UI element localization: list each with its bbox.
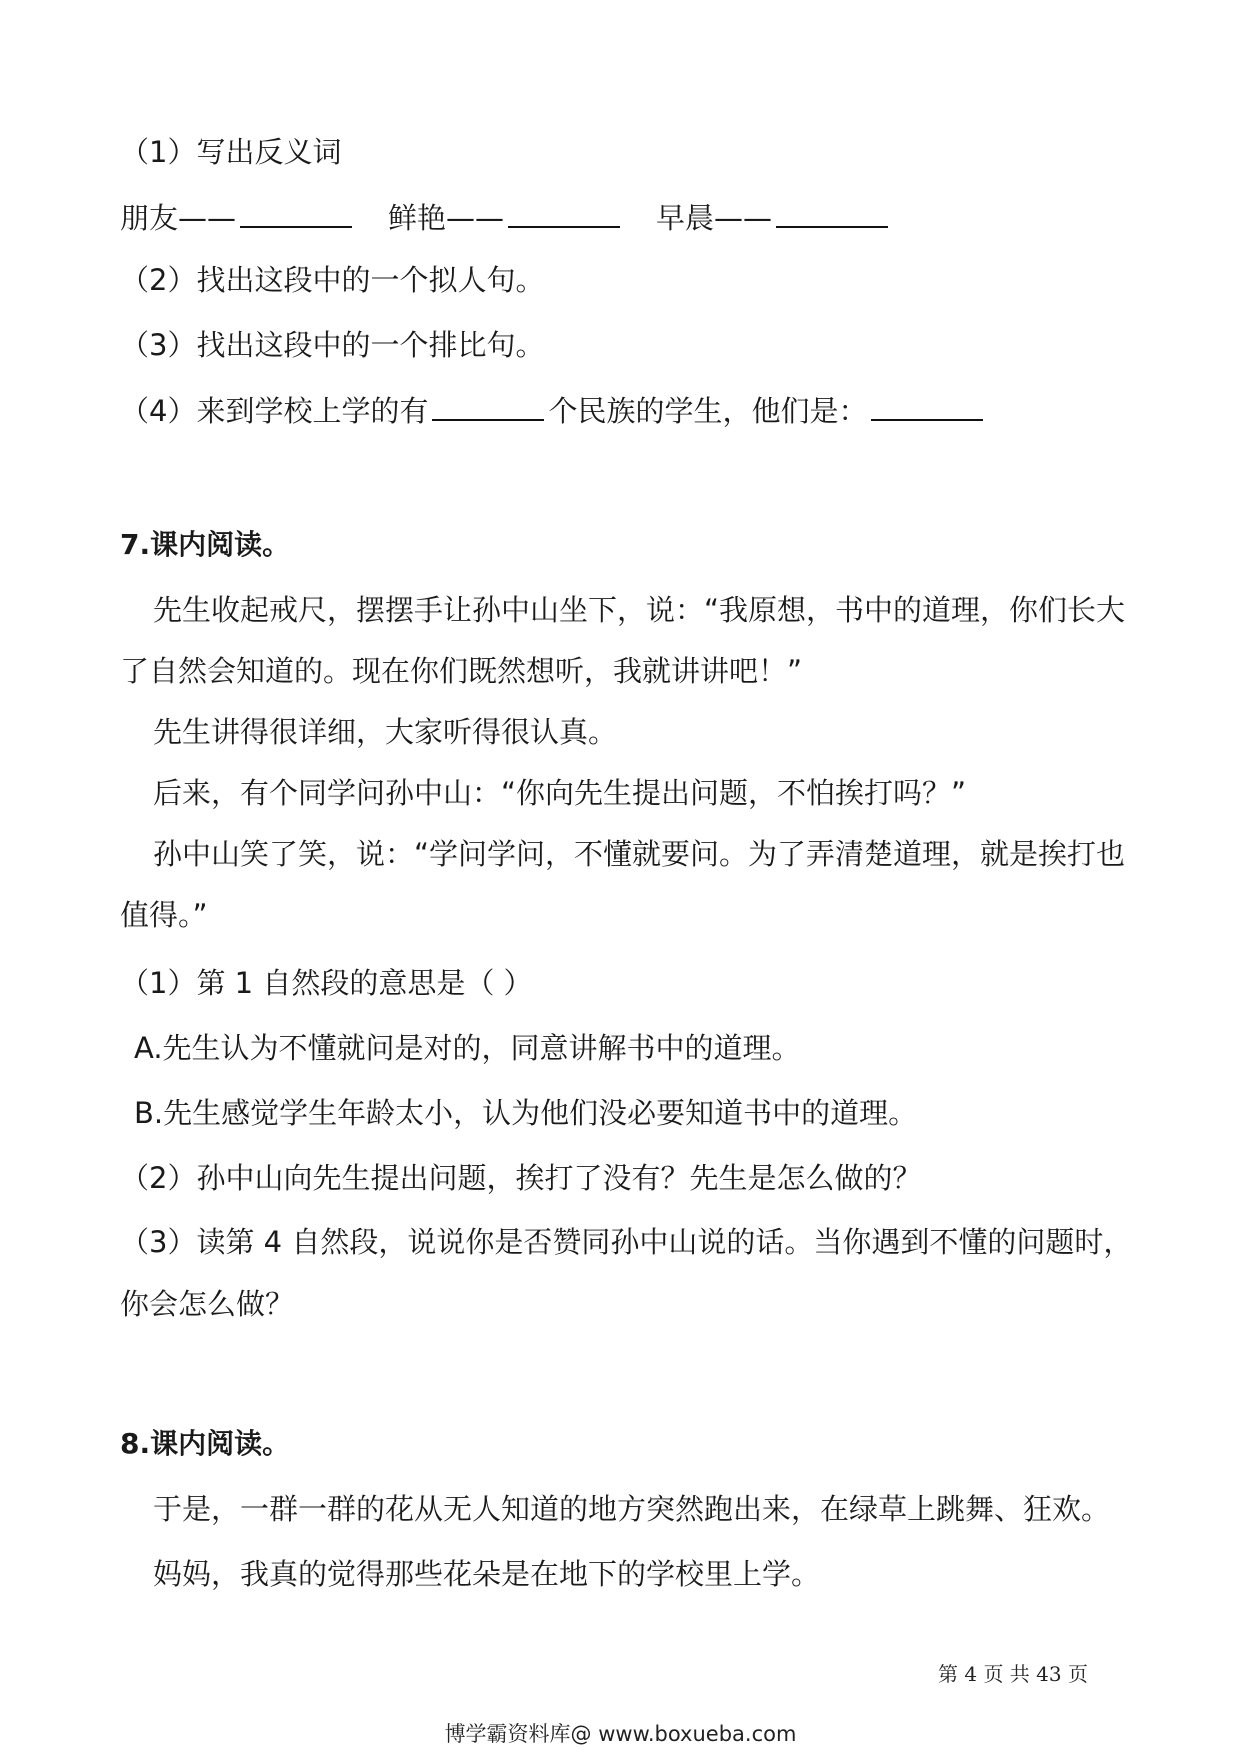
- passage-line: 后来，有个同学问孙中山：“你向先生提出问题，不怕挨打吗？”: [153, 776, 967, 810]
- passage-line: 值得。”: [120, 898, 208, 932]
- q6-2-prompt: （2）找出这段中的一个拟人句。: [120, 263, 545, 297]
- q6-3-prompt: （3）找出这段中的一个排比句。: [120, 328, 545, 362]
- passage-line: 先生收起戒尺，摆摆手让孙中山坐下，说：“我原想，书中的道理，你们长大: [153, 593, 1126, 627]
- page-number: 第 4 页 共 43 页: [938, 1662, 1088, 1686]
- answer-blank[interactable]: [508, 196, 620, 228]
- answer-blank[interactable]: [871, 389, 983, 421]
- passage-line: 于是，一群一群的花从无人知道的地方突然跑出来，在绿草上跳舞、狂欢。: [153, 1492, 1111, 1526]
- q7-3-prompt-cont: 你会怎么做？: [120, 1287, 295, 1321]
- q7-1-prompt: （1）第 1 自然段的意思是（ ）: [120, 966, 533, 1000]
- passage-line: 先生讲得很详细，大家听得很认真。: [153, 715, 618, 749]
- q7-3-prompt: （3）读第 4 自然段，说说你是否赞同孙中山说的话。当你遇到不懂的问题时，: [120, 1225, 1133, 1259]
- q7-2-prompt: （2）孙中山向先生提出问题，挨打了没有？先生是怎么做的？: [120, 1161, 922, 1195]
- section-7-title: 7.课内阅读。: [120, 528, 291, 561]
- q6-4-text-b: 个民族的学生，他们是：: [548, 394, 868, 428]
- passage-line: 了自然会知道的。现在你们既然想听，我就讲讲吧！”: [120, 654, 803, 688]
- q6-4-text-a: （4）来到学校上学的有: [120, 394, 429, 428]
- section-8-title: 8.课内阅读。: [120, 1427, 291, 1460]
- antonym-word: 早晨——: [656, 201, 773, 235]
- antonym-word: 鲜艳——: [388, 201, 505, 235]
- q6-1-prompt: （1）写出反义词: [120, 135, 342, 169]
- antonym-row: [120, 196, 892, 238]
- option-b: B.先生感觉学生年龄太小，认为他们没必要知道书中的道理。: [134, 1096, 918, 1130]
- answer-blank[interactable]: [240, 196, 352, 228]
- q6-4-prompt: [120, 389, 987, 431]
- passage-line: 孙中山笑了笑，说：“学问学问，不懂就要问。为了弄清楚道理，就是挨打也: [153, 837, 1126, 871]
- passage-line: 妈妈，我真的觉得那些花朵是在地下的学校里上学。: [153, 1557, 821, 1591]
- answer-blank[interactable]: [432, 389, 544, 421]
- option-a: A.先生认为不懂就问是对的，同意讲解书中的道理。: [134, 1031, 801, 1065]
- antonym-word: 朋友——: [120, 201, 237, 235]
- site-watermark: 博学霸资料库@ www.boxueba.com: [444, 1722, 797, 1746]
- answer-blank[interactable]: [776, 196, 888, 228]
